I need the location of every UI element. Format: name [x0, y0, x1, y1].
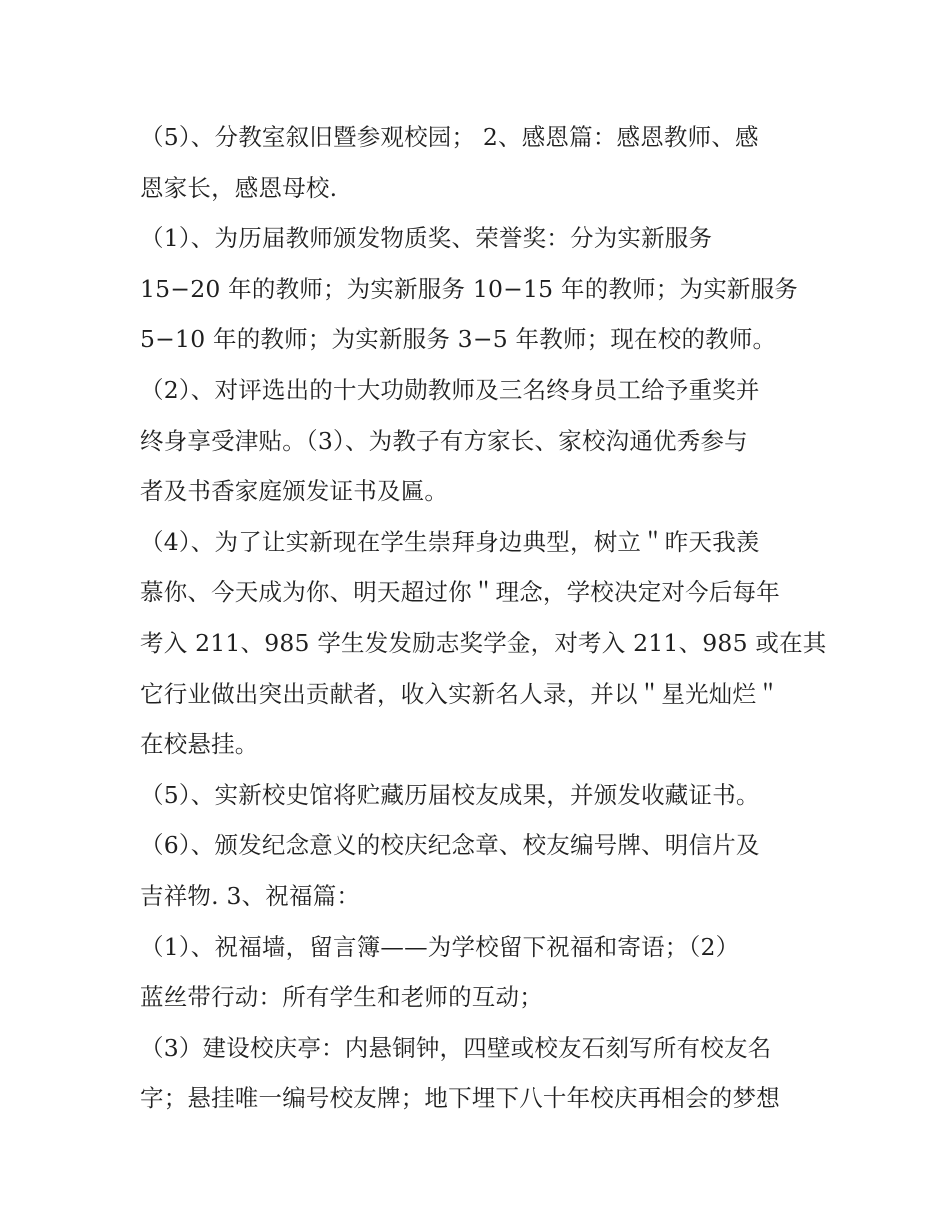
text-line: （4）、为了让实新现在学生崇拜身边典型，树立＂昨天我羡	[140, 527, 760, 556]
text-line: （2）、对评选出的十大功勋教师及三名终身员工给予重奖并	[140, 375, 760, 404]
text-line: 15−20 年的教师；为实新服务 10−15 年的教师；为实新服务	[140, 274, 799, 303]
text-line: 吉祥物. 3、祝福篇：	[140, 881, 361, 910]
body-text	[140, 112, 830, 1124]
text-line: 慕你、今天成为你、明天超过你＂理念，学校决定对今后每年	[140, 578, 780, 607]
text-line: （1）、祝福墙，留言簿——为学校留下祝福和寄语；（2）	[140, 932, 740, 961]
text-line: 蓝丝带行动：所有学生和老师的互动；	[140, 983, 543, 1012]
text-line: （5）、分教室叙旧暨参观校园； 2、感恩篇：感恩教师、感	[140, 123, 759, 151]
text-line: 考入 211、985 学生发发励志奖学金，对考入 211、985 或在其	[140, 628, 827, 657]
text-line: （6）、颁发纪念意义的校庆纪念章、校友编号牌、明信片及	[140, 831, 760, 860]
text-line: 在校悬挂。	[140, 730, 259, 759]
text-line: 者及书香家庭颁发证书及匾。	[140, 477, 449, 506]
text-line: （1）、为历届教师颁发物质奖、荣誉奖：分为实新服务	[140, 224, 713, 253]
text-line: 字；悬挂唯一编号校友牌；地下埋下八十年校庆再相会的梦想	[140, 1084, 780, 1113]
text-line: （5）、实新校史馆将贮藏历届校友成果，并颁发收藏证书。	[140, 780, 760, 809]
text-line: 恩家长，感恩母校.	[140, 173, 338, 202]
text-line: 5−10 年的教师；为实新服务 3−5 年教师；现在校的教师。	[140, 325, 777, 354]
text-line: 终身享受津贴。（3）、为教子有方家长、家校沟通优秀参与	[140, 426, 748, 455]
text-line: （3）建设校庆亭：内悬铜钟，四壁或校友石刻写所有校友名	[140, 1033, 772, 1062]
text-line: 它行业做出突出贡献者，收入实新名人录，并以＂星光灿烂＂	[140, 679, 780, 708]
